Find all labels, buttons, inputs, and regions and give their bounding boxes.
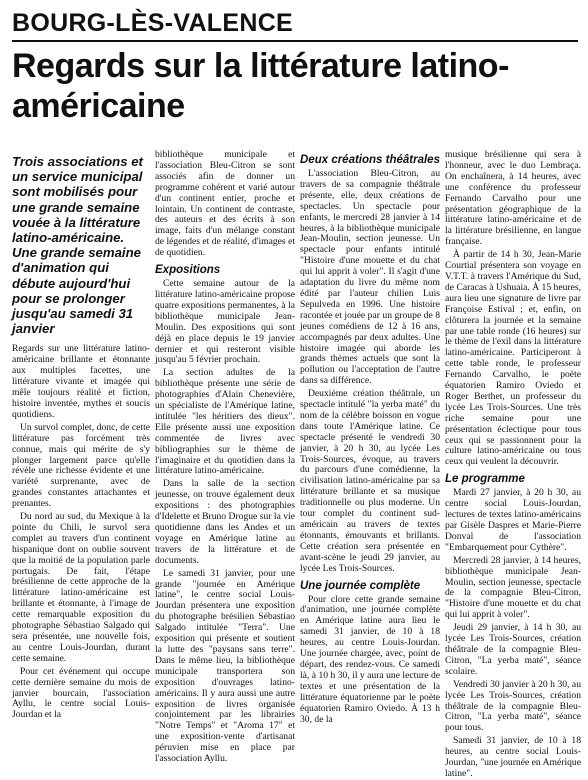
intro-paragraph-1: Regards sur une littérature latino-américaine brillante et étonnante aux multiples facettes, une littérature vivante et imagée qui mêle toujours réalité et fiction, histoire inventée, mythes et soucis quotidiens. <box>12 343 150 420</box>
column-4 <box>445 149 581 779</box>
col4-paragraph-2: À partir de 14 h 30, Jean-Marie Courtial présentera son voyage en V.T.T. à travers l'Amérique du Sud, de Caracas à Ushuaia. À 15 heures, aura lieu une signature de livre par Françoise Estival ; et, enfin, on clôturera la journée et la semaine par une table ronde (16 heures) sur le thème de l'exil dans la littérature latino-américaine. Participeront à cette table ronde, le professeur Fernando Carvalho, le poète équatorien Ramiro Oviedo et Roger Berthet, un professeur du lycée Les Trois-Sources. Une très riche semaine pour une présentation éclectique pour tous ceux qui se passionnent pour la culture latino-américaine ou tous ceux qui veulent la découvrir. <box>445 249 581 468</box>
programme-item-2: Mercredi 28 janvier, à 14 heures, bibliothèque municipale Jean-Moulin, section jeunesse, spectacle de la compagnie Bleu-Citron, "Histoire d'une mouette et du chat qui lui apprit à voler". <box>445 554 581 621</box>
expositions-paragraph-4: Le samedi 31 janvier, pour une grande "journée en Amérique latine", le centre social Louis-Jourdan présentera une exposition du photographe brésilien Sébastiao Salgado intitulée "Terra". Une exposition qui présente et soutient la lutte des "paysans sans terre". Dans le même lieu, la bibliothèque municipale transportera son exposition d'ouvrages latino-américains. Il y aura aussi une autre exposition de livres organisée conjointement par les librairies "Notre Temps" et "Aroma 17" et une exposition-vente d'artisanat péruvien mise en place par l'association Ayllu. <box>155 567 295 765</box>
creations-paragraph-1: L'association Bleu-Citron, au travers de sa compagnie théâtrale présente, elle, deux créations de spectacles. Un spectacle pour enfants, le mercredi 28 janvier à 14 heures, à la bibliothèque municipale Jean-Moulin, section jeunesse. Un spectacle pour enfants intitulé "Histoire d'une mouette et du chat qui lui apprit à voler". Il s'agit d'une adaptation du livre du même nom édité par l'auteur chilien Luis Sepulveda en 1996. Une histoire racontée et jouée par un groupe de 8 jeunes comédiens de 12 à 16 ans, accompagnés par deux adultes. Une histoire imagée qui aborde les grands thèmes actuels que sont la pollution ou l'acceptation de l'autre dans sa différence. <box>300 168 440 387</box>
journee-paragraph-1: Pour clore cette grande semaine d'animation, une journée complète en Amérique latine aura lieu le samedi 31 janvier, de 10 à 18 heures, au centre Louis-Jourdan. Une journée chargée, avec, point de départ, des rendez-vous. Ce samedi là, à 10 h 30, il y aura une lecture de textes et une présentation de la littérature équatorienne par le poète équatorien Ramiro Oviedo. À 13 h 30, de la <box>300 593 440 725</box>
column-3 <box>300 150 440 725</box>
column-2 <box>155 149 295 765</box>
programme-item-1: Mardi 27 janvier, à 20 h 30, au centre social Louis-Jourdan, lectures de textes latino-américains par Gisèle Daspres et Marie-Pierre Donval de l'association "Embarquement pour Cythère". <box>445 487 581 553</box>
section-kicker <box>12 6 578 42</box>
column-1 <box>12 154 150 721</box>
article-headline: Regards sur la littérature latino-américaine <box>12 47 509 125</box>
expositions-paragraph-2: La section adultes de la bibliothèque présente une série de photographies d'Alain Chenevière, un spécialiste de l'Amérique latine, intitulée "les héritiers des dieux". Elle présente aussi une exposition commentée de livres avec bibliographies sur le thème de l'imaginaire et du quotidien dans la littérature latino-américaine. <box>155 367 295 477</box>
expositions-paragraph-1: Cette semaine autour de la littérature latino-américaine propose quatre expositions permanentes, à la bibliothèque municipale Jean-Moulin. Des expositions qui sont déjà en place depuis le 19 janvier dernier et qui resteront visible jusqu'au 5 février prochain. <box>155 278 295 366</box>
creations-paragraph-2: Deuxième création théâtrale, un spectacle intitulé "la yerba maté" du nom de la célèbre boisson en vogue dans toute l'Amérique latine. Ce spectacle présenté le vendredi 30 janvier, à 20 h 30, au lycée Les Trois-Sources, évoque, au travers du parcours d'une comédienne, la civilisation latino-américaine par sa littérature brillante et sa musique traditionnelle ou plus moderne. Un tour complet du continent sud-américain au travers de textes étonnants, émouvants et brillants. Cette création sera présentée en avant-scène le jeudi 29 janvier, au lycée Les Trois-Sources. <box>300 388 440 574</box>
intro-paragraph-3: Du nord au sud, du Mexique à la pointe du Chili, le survol sera complet au travers d'un continent hispanique dont on oublie souvent que la moitié de la population parle portugais. De fait, l'étape brésilienne de cette approche de la littérature latino-américaine est brillante et étonnante, à l'image de cette remarquable exposition du photographe Sébastiao Salgado qui sera présentée, une nouvelle fois, au centre Louis-Jourdan, durant cette semaine. <box>12 511 150 664</box>
journee-heading: Une journée complète <box>300 579 421 592</box>
programme-item-4: Vendredi 30 janvier à 20 h 30, au lycée Les Trois-Sources, création théâtrale de la compagnie Bleu-Citron, "La yerba maté", séance pour tous. <box>445 678 581 734</box>
creations-heading: Deux créations théâtrales <box>300 154 440 166</box>
col2-intro-paragraph: bibliothèque municipale et l'association Bleu-Citron se sont associés afin de donner un programme cohérent et varié autour d'un continent entier, proche et lointain. Un continent de contraste, des auteurs et des écrits à son image, faits d'un mélange constant de légendes et de réalité, d'images et de quotidien. <box>155 149 295 259</box>
programme-item-5: Samedi 31 janvier, de 10 à 18 heures, au centre social Louis-Jourdan, "une journée en Amérique latine". <box>445 735 581 779</box>
article-lead: Trois associations et un service municipal sont mobilisés pour une grande semaine vouée à la littérature latino-américaine. Une grande semaine d'animation qui débute aujourd'hui pour se prolonger jusqu'au samedi 31 janvier <box>12 154 143 337</box>
programme-heading: Le programme <box>445 473 525 486</box>
programme-item-3: Jeudi 29 janvier, à 14 h 30, au lycée Les Trois-Sources, création théâtrale de la compagnie Bleu-Citron, "La yerba maté", séance scolaire. <box>445 622 581 677</box>
col4-paragraph-1: musique brésilienne qui sera à l'honneur, avec le duo Lembraça. On enchaînera, à 14 heures, avec une conférence du professeur Fernando Carvalho pour une présentation géographique de la littérature latino-américaine et de la littérature brésilienne, en langue française. <box>445 149 581 248</box>
kicker-text: BOURG-LÈS-VALENCE <box>12 9 294 37</box>
intro-paragraph-4: Pour cet événement qui occupe cette dernière semaine du mois de janvier bourcain, l'association Ayllu, le centre social Louis-Jourdan et la <box>12 665 150 721</box>
expositions-paragraph-3: Dans la salle de la section jeunesse, on trouve également deux expositions : des photographies d'Idelette et Bruno Drogue sur la vie quotidienne dans les Andes et un voyage en Amérique latine au travers de la littérature et de documents. <box>155 478 295 566</box>
intro-paragraph-2: Un survol complet, donc, de cette littérature pas forcément très connue, mais qui mérite de s'y plonger largement parce qu'elle révèle une richesse évidente et une variété surprenante, avec de grandes constantes attachantes et prenantes. <box>12 421 150 510</box>
expositions-heading: Expositions <box>155 264 221 277</box>
